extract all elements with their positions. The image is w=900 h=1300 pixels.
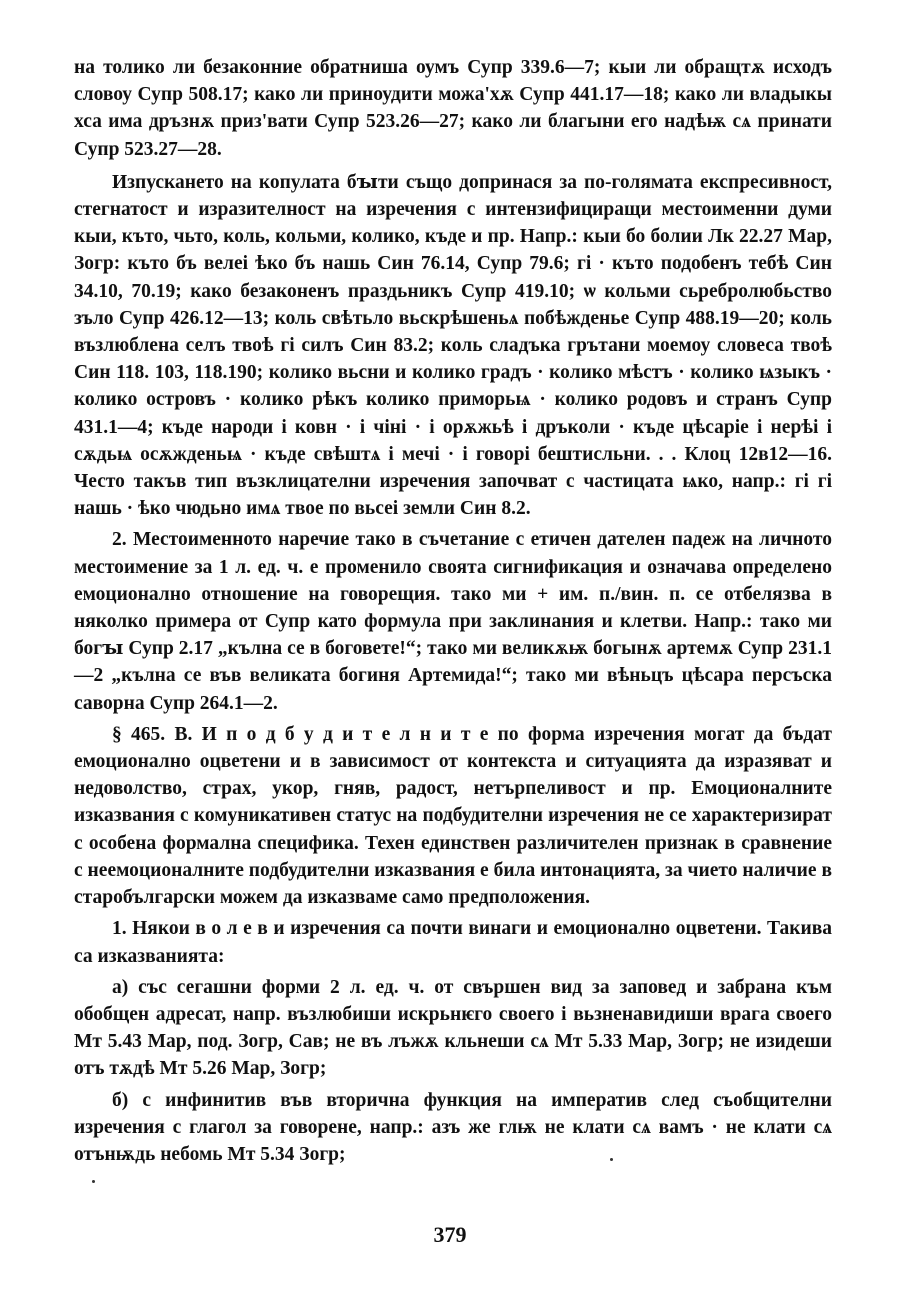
paragraph-volitive: 1. Някои в о л е в и изречения са почти винаги и емоционално оцветени. Такива са изказванията:	[74, 918, 832, 967]
paragraph-section-465: § 465. В. И п о д б у д и т е л н и т е по форма изречения могат да бъдат емоционално оцветени и в зависимост от контекста и ситуацията да изразяват и недоволство, страх, укор, гняв, радост, нетърпеливост и пр. Емоционалните изказвания с комуникативен статус на подбудителни изречения не се характеризират с особена формална специфика. Техен единствен различителен признак в сравнение с неемоционалните подбудителни изказвания е била интонацията, за чието наличие в старобългарски можем да изказваме само предположения.	[74, 723, 832, 909]
scan-speck	[92, 1180, 95, 1183]
scan-speck	[610, 1158, 613, 1161]
paragraph-copula-omission: Изпускането на копулата бꙑти също допринася за по-голямата експресивност, стегнатост и изразителност на изречения с интензифициращи местоименни думи кыи, къто, чьто, коль, кольми, колико, къде и пр. Напр.: кыи бо болии Лк 22.27 Мар, Зогр: къто бъ велеі ѣко бъ нашь Син 76.14, Супр 79.6; гі · къто подобенъ тебѣ Син 34.10, 70.19; како безаконенъ праздьникъ Супр 419.10; ѡ кольми сьребролюбьство зъло Супр 426.12—13; коль свѣтьло вьскрѣшеньѧ побѣжденье Супр 488.19—20; коль възлюблена селъ твоѣ гі силъ Син 83.2; коль сладъка грътани моемоу словеса твоѣ Син 118. 103, 118.190; колико вьсни и колико градъ · колико мѣстъ · колико ѩзыкъ · колико островъ · колико рѣкъ колико приморьѩ · колико родовъ и странъ Супр 431.1—4; къде народи і ковн · і чіні · і орѫжьѣ і дръколи · къде цѣсаріе і нерѣі і сѫдьѩ осѫжденьѩ · къде свѣштѧ і мечі · і говорі бештисльни. . . Клоц 12в12—16. Често такъв тип възклицателни изречения започват с частицата ѩко, напр.: гі гі нашь · ѣко чюдьно имѧ твое по вьсеі земли Син 8.2.	[74, 171, 832, 520]
paragraph-item-b: б) с инфинитив във вторична функция на императив след съобщителни изречения с глагол за говорене, напр.: азъ же глѭ не клати сѧ вамъ · не клати сѧ отънѭдь небомь Мт 5.34 Зогр;	[74, 1089, 832, 1165]
paragraph-examples-continued: на толико ли безаконние обратниша оумъ Супр 339.6—7; кыи ли обращтѫ исходъ словоу Супр 508.17; како ли приноудити можа'хѫ Супр 441.17—18; како ли владыкы хса има дръзнѫ приз'вати Супр 523.26—27; како ли благыни его надѣѭ сѧ принати Супр 523.27—28.	[74, 57, 832, 160]
paragraph-tako-mi: 2. Местоименното наречие тако в съчетание с етичен дателен падеж на личното местоимение за 1 л. ед. ч. е променило своята сигнификация и означава определено емоционално отношение на говорещия. тако ми + им. п./вин. п. се отбелязва в няколко примера от Супр като формула при заклинания и клетви. Напр.: тако ми богꙑ Супр 2.17 „кълна се в боговете!“; тако ми великѫѭ богынѫ артемѫ Супр 231.1—2 „кълна се във великата богиня Артемида!“; тако ми вѣньцъ цѣсара персъска саворна Супр 264.1—2.	[74, 529, 832, 714]
page-number: 379	[433, 1222, 467, 1247]
paragraph-item-a: а) със сегашни форми 2 л. ед. ч. от свършен вид за заповед и забрана към обобщен адресат, напр. възлюбиши искрьнѥго своего і вьзненавидиши врага своего Мт 5.43 Мар, под. Зогр, Сав; не въ лъжѫ кльнеши сѧ Мт 5.33 Мар, Зогр; не изидеши отъ тѫдѣ Мт 5.26 Мар, Зогр;	[74, 976, 832, 1080]
